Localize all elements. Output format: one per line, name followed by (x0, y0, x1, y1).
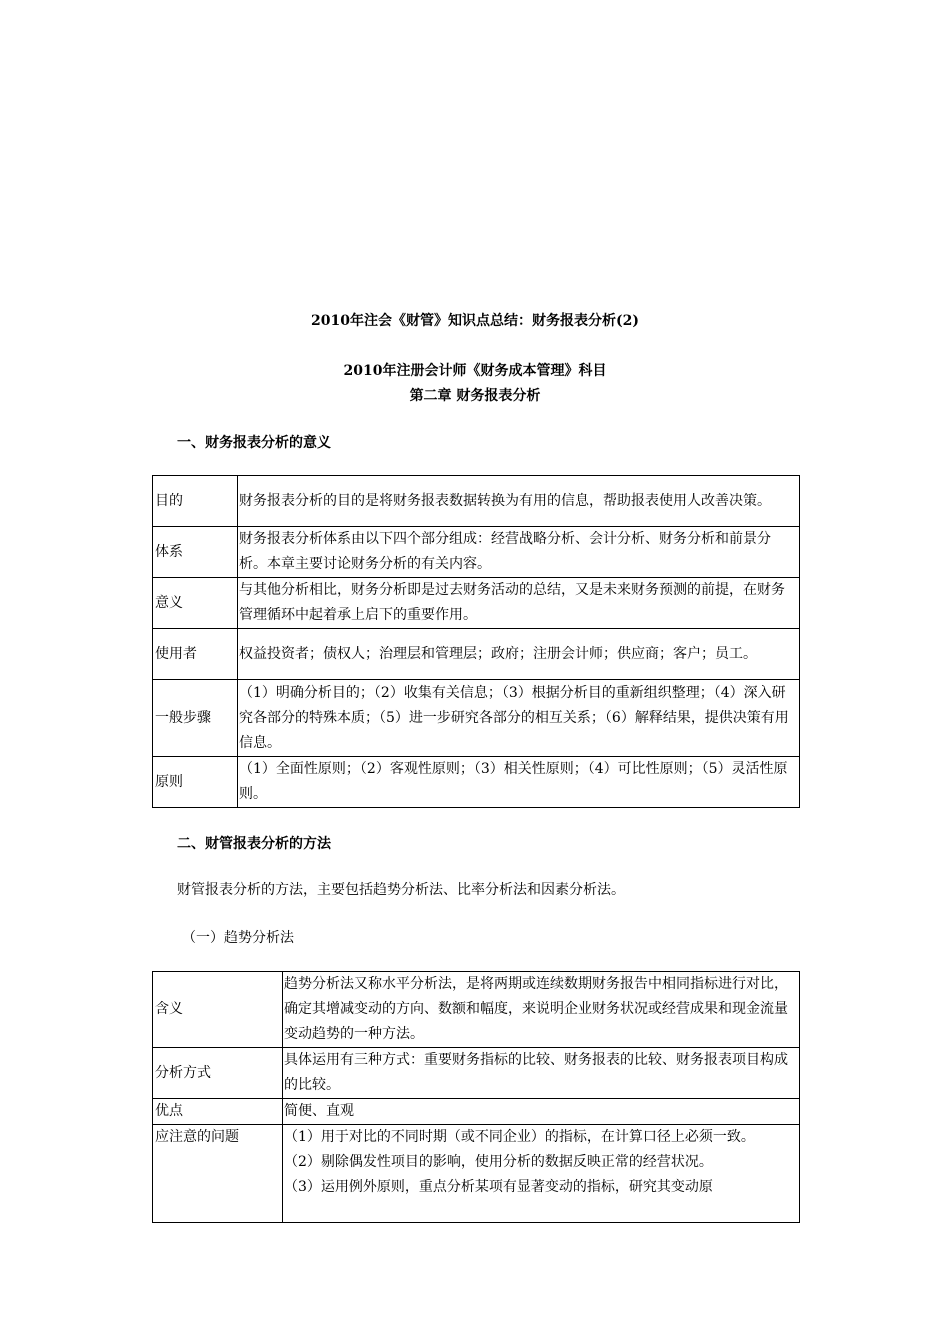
issue-item: （3）运用例外原则，重点分析某项有显著变动的指标，研究其变动原 (284, 1179, 713, 1195)
row-content (283, 1125, 800, 1223)
row-label: 使用者 (153, 629, 238, 680)
table-row (153, 527, 800, 578)
row-label: 含义 (153, 972, 283, 1048)
table-row (153, 476, 800, 527)
row-content: （1）全面性原则；（2）客观性原则；（3）相关性原则；（4）可比性原则；（5）灵活性原则。 (238, 757, 800, 808)
table-row (153, 972, 800, 1048)
row-label: 原则 (153, 757, 238, 808)
row-label: 目的 (153, 476, 238, 527)
row-label: 意义 (153, 578, 238, 629)
row-content: 财务报表分析的目的是将财务报表数据转换为有用的信息，帮助报表使用人改善决策。 (238, 476, 800, 527)
row-content: 财务报表分析体系由以下四个部分组成：经营战略分析、会计分析、财务分析和前景分析。本章主要讨论财务分析的有关内容。 (238, 527, 800, 578)
row-content: 具体运用有三种方式：重要财务指标的比较、财务报表的比较、财务报表项目构成的比较。 (283, 1048, 800, 1099)
subject-title: 2010年注册会计师《财务成本管理》科目 (343, 363, 607, 379)
trend-analysis-table (152, 971, 800, 1223)
significance-table (152, 475, 800, 808)
row-label: 优点 (153, 1099, 283, 1125)
section2-intro: 财管报表分析的方法，主要包括趋势分析法、比率分析法和因素分析法。 (177, 882, 625, 898)
table-row (153, 1099, 800, 1125)
table-row (153, 1048, 800, 1099)
row-content: 简便、直观 (283, 1099, 800, 1125)
table-row (153, 1125, 800, 1223)
issue-item: （1）用于对比的不同时期（或不同企业）的指标，在计算口径上必须一致。 (284, 1129, 755, 1145)
table-row (153, 629, 800, 680)
row-content: （1）明确分析目的；（2）收集有关信息；（3）根据分析目的重新组织整理；（4）深入研究各部分的特殊本质；（5）进一步研究各部分的相互关系；（6）解释结果，提供决策有用信息。 (238, 680, 800, 757)
section2-heading: 二、财管报表分析的方法 (177, 836, 331, 852)
row-content: 与其他分析相比，财务分析即是过去财务活动的总结，又是未来财务预测的前提，在财务管理循环中起着承上启下的重要作用。 (238, 578, 800, 629)
row-content: 权益投资者；债权人；治理层和管理层；政府；注册会计师；供应商；客户；员工。 (238, 629, 800, 680)
table-row (153, 578, 800, 629)
row-label: 一般步骤 (153, 680, 238, 757)
row-label: 分析方式 (153, 1048, 283, 1099)
section1-heading: 一、财务报表分析的意义 (177, 435, 331, 451)
table-row (153, 680, 800, 757)
row-label: 体系 (153, 527, 238, 578)
page-title: 2010年注会《财管》知识点总结：财务报表分析(2) (311, 313, 639, 329)
row-content: 趋势分析法又称水平分析法，是将两期或连续数期财务报告中相同指标进行对比，确定其增减变动的方向、数额和幅度，来说明企业财务状况或经营成果和现金流量变动趋势的一种方法。 (283, 972, 800, 1048)
table-row (153, 757, 800, 808)
chapter-title: 第二章 财务报表分析 (409, 388, 541, 404)
issue-item: （2）剔除偶发性项目的影响，使用分析的数据反映正常的经营状况。 (284, 1154, 713, 1170)
row-label: 应注意的问题 (153, 1125, 283, 1223)
trend-analysis-heading: （一）趋势分析法 (182, 930, 294, 946)
